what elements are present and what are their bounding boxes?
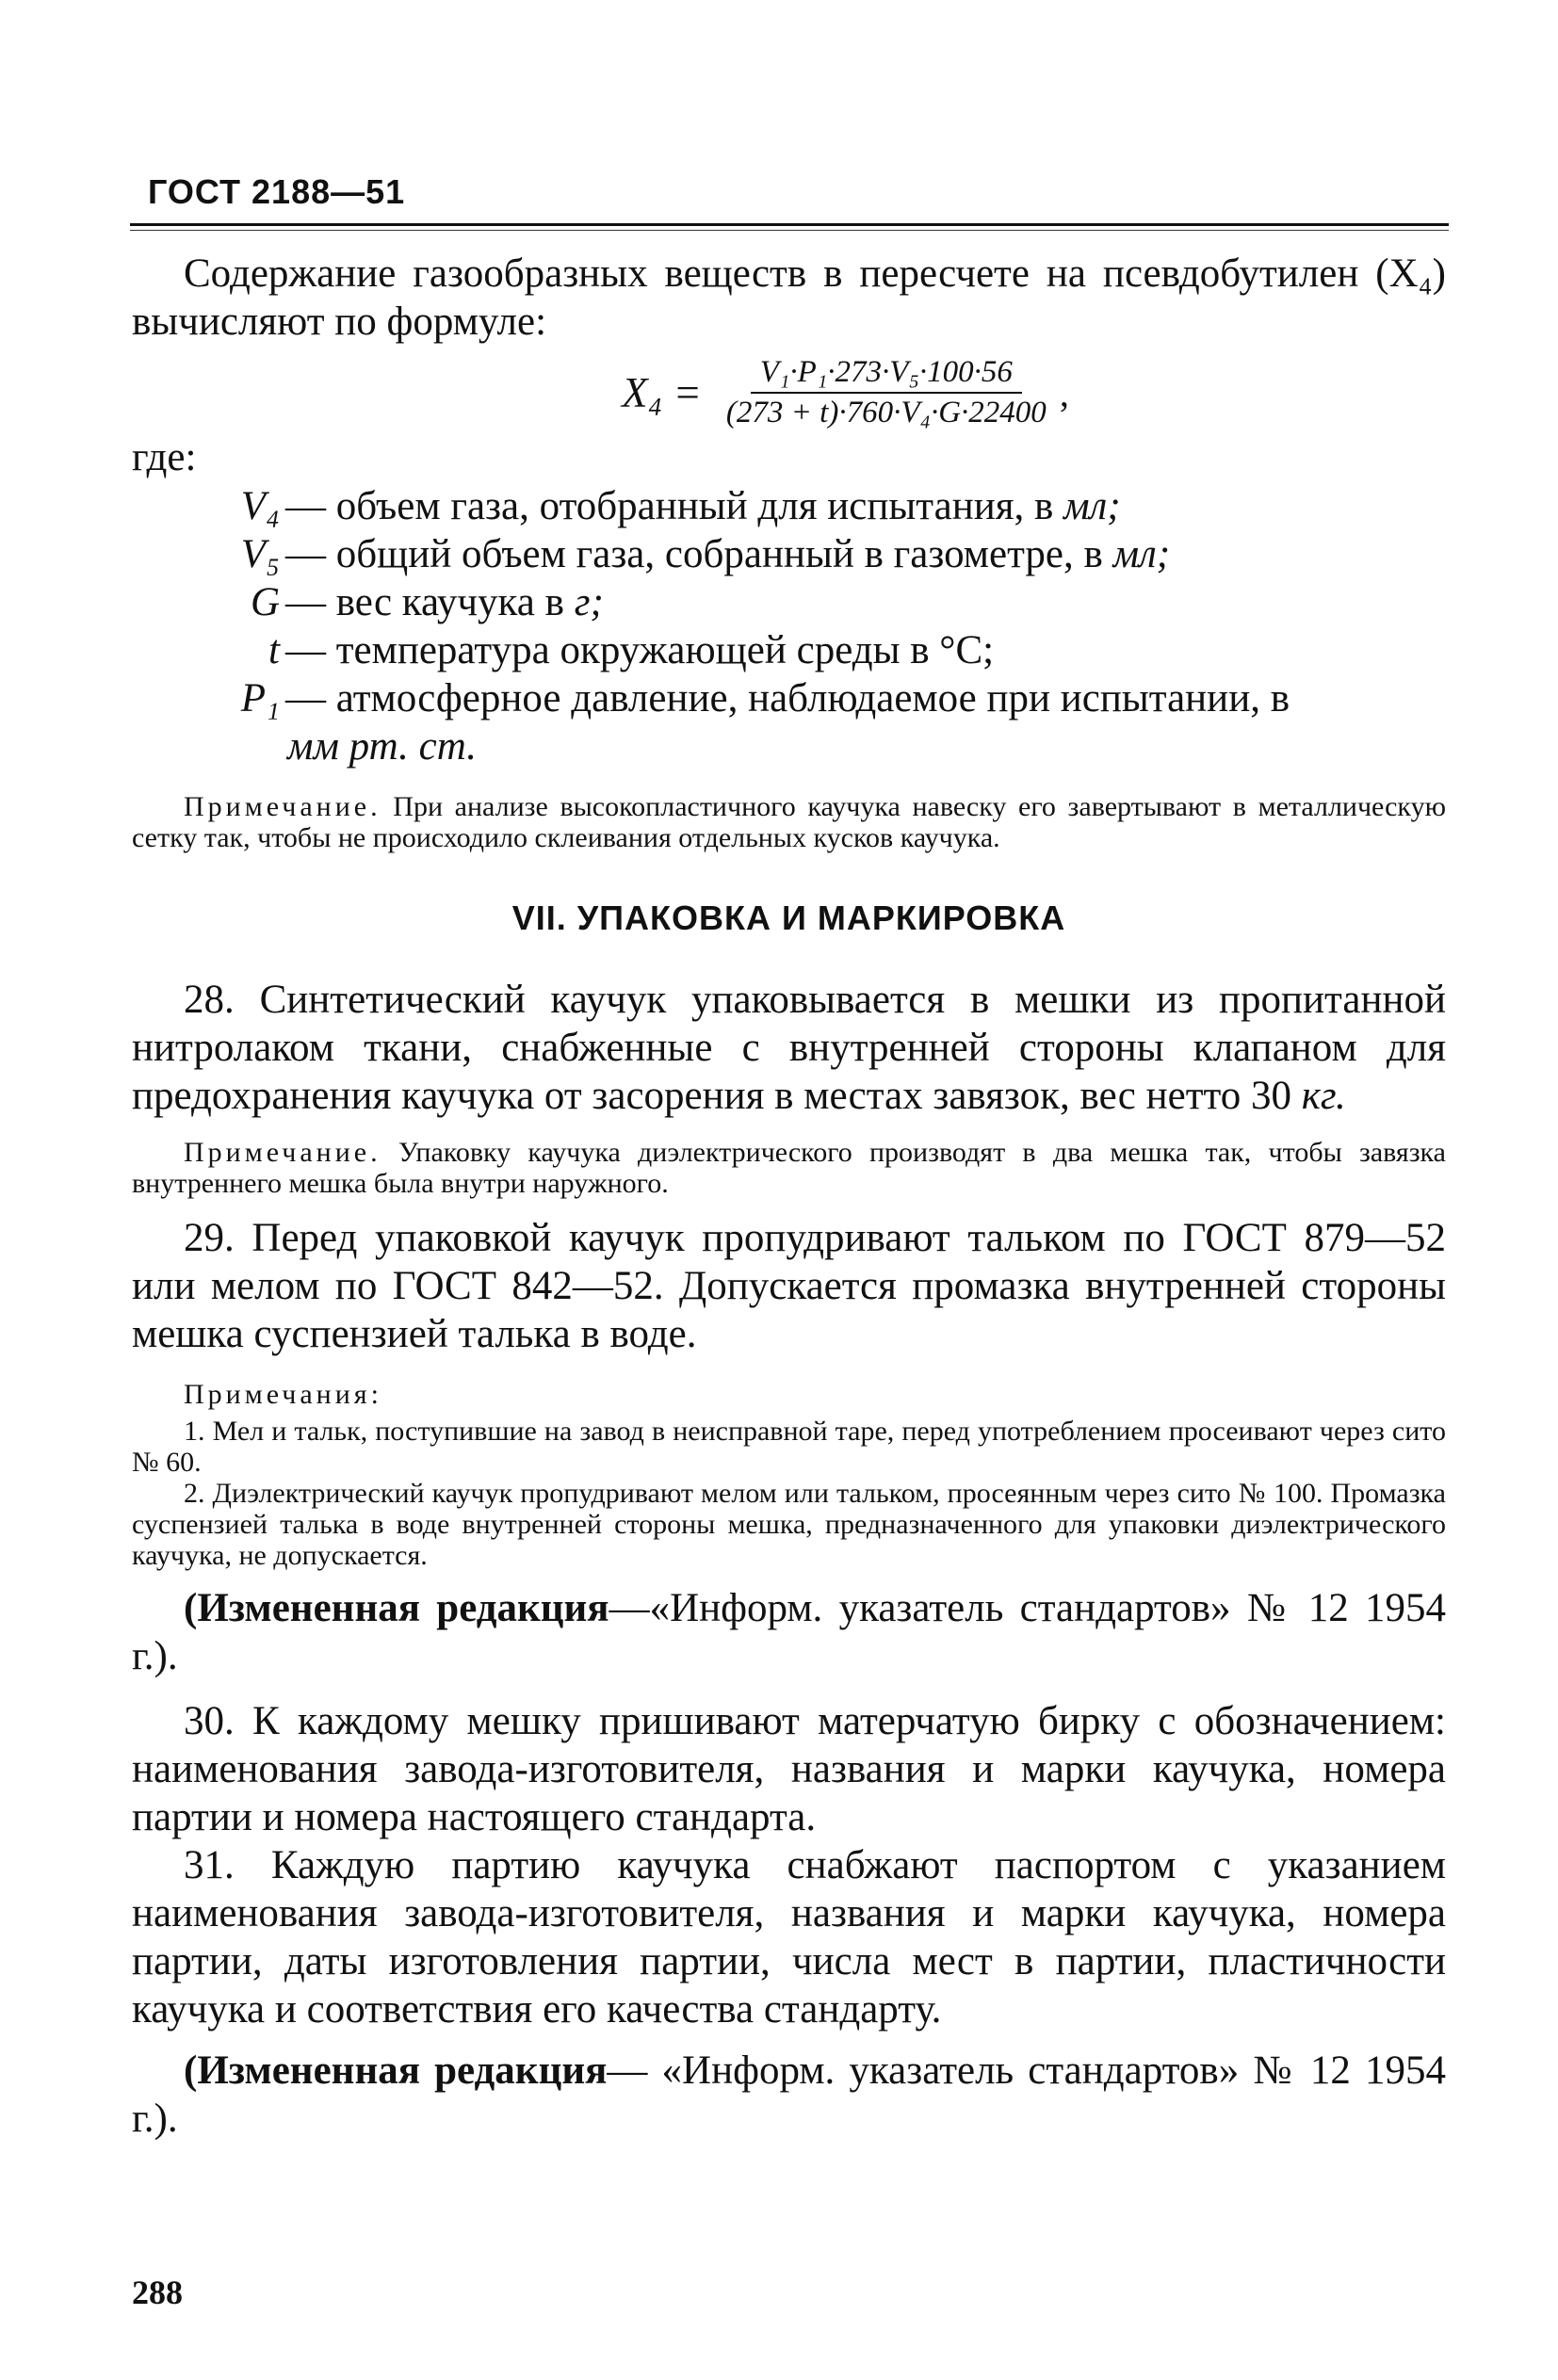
definition-text: — атмосферное давление, наблюдаемое при испытании, в [285, 676, 1290, 720]
note-text: Упаковку каучука диэлектрического производят в два мешка так, чтобы завязка внутреннего мешка была внутри наружного. [132, 1137, 1446, 1199]
definition-unit: мл; [1063, 484, 1121, 528]
amendment-text: — «Информ. указатель стандартов» № 12 1954 г.). [132, 2048, 1447, 2141]
note-2 [132, 1137, 1446, 1199]
definition-continuation: мм рт. ст. [287, 724, 478, 769]
formula-fraction [717, 355, 1056, 430]
formula-numerator: V₁·P₁·273·V₅·100·56 [751, 355, 1022, 394]
amendment-bold: (Измененная редакция [184, 1586, 609, 1630]
amendment-bold: (Измененная редакция [184, 2048, 608, 2093]
note-item: 2. Диэлектрический каучук пропудривают мелом или тальком, просеянным через сито № 100. Промазка суспензией талька в воде внутренней стороны мешка, предназначенного для упаковки диэлектрического каучука, не допускается. [132, 1478, 1446, 1571]
amendment-text: —«Информ. указатель стандартов» № 12 1954 г.). [132, 1586, 1446, 1678]
definition-text: — температура окружающей среды в °С; [285, 628, 995, 672]
paragraph-31: 31. Каждую партию каучука снабжают паспортом с указанием наименования завода-изготовителя, названия и марки каучука, номера партии, даты изготовления партии, числа мест в партии, пластичности каучука и соответствия его качества стандарту. [132, 1843, 1446, 2032]
definition-item [132, 626, 1446, 674]
amendment-1 [132, 1584, 1446, 1680]
page-content [132, 250, 1446, 2143]
note-text: При анализе высокопластичного каучука навеску его завертывают в металлическую сетку так, чтобы не происходило склеивания отдельных кусков каучука. [132, 791, 1446, 853]
paragraph-text: 28. Синтетический каучук упаковывается в мешки из пропитанной нитролаком ткани, снабженные с внутренней стороны клапаном для предохранения каучука от засорения в местах завязок, вес нетто 30 [132, 978, 1446, 1118]
definition-text: — объем газа, отобранный для испытания, в [285, 484, 1054, 528]
document-header: ГОСТ 2188—51 [148, 172, 406, 211]
section-title: VII. УПАКОВКА И МАРКИРОВКА [511, 899, 1066, 937]
definition-unit: мл; [1112, 532, 1171, 576]
note-label: Примечание. [184, 791, 381, 822]
amendment-2 [132, 2047, 1446, 2143]
notes-label: Примечания: [184, 1379, 382, 1410]
paragraph-unit: кг. [1301, 1074, 1346, 1118]
definition-item [132, 674, 1446, 722]
formula-lhs: X₄ = [622, 369, 702, 416]
intro-paragraph: Содержание газообразных веществ в пересчете на псевдобутилен (X₄) вычисляют по формуле: [132, 251, 1446, 344]
definition-symbol: G [250, 580, 280, 624]
definition-unit: г; [574, 580, 604, 624]
definition-symbol: V₄ [240, 484, 280, 528]
definitions-list [132, 482, 1446, 770]
definition-text: — вес каучука в [285, 580, 564, 624]
page-number: 288 [132, 2274, 183, 2311]
note-item: 1. Мел и тальк, поступившие на завод в неисправной таре, перед употреблением просеивают через сито № 60. [132, 1416, 1446, 1478]
paragraph-28 [132, 976, 1446, 1120]
where-label: где: [132, 435, 197, 479]
header-rule [130, 223, 1449, 226]
definition-item [132, 482, 1446, 530]
note-label: Примечание. [184, 1137, 381, 1168]
paragraph-29: 29. Перед упаковкой каучук пропудривают тальком по ГОСТ 879—52 или мелом по ГОСТ 842—52. Допускается промазка внутренней стороны мешка суспензией талька в воде. [132, 1216, 1446, 1356]
formula-denominator: (273 + t)·760·V₄·G·22400 [725, 396, 1047, 429]
definition-item [132, 578, 1446, 626]
formula-suffix: , [1059, 371, 1069, 414]
paragraph-30: 30. К каждому мешку пришивают матерчатую бирку с обозначением: наименования завода-изготовителя, названия и марки каучука, номера партии и номера настоящего стандарта. [132, 1699, 1446, 1839]
definition-symbol: V₅ [240, 532, 280, 576]
header-rule-thin [130, 230, 1449, 231]
formula [245, 355, 1446, 430]
definition-symbol: t [268, 628, 280, 672]
note-1 [132, 791, 1446, 853]
definition-item [132, 530, 1446, 578]
definition-symbol: P₁ [240, 676, 280, 720]
definition-text: — общий объем газа, собранный в газометре, в [285, 532, 1103, 576]
